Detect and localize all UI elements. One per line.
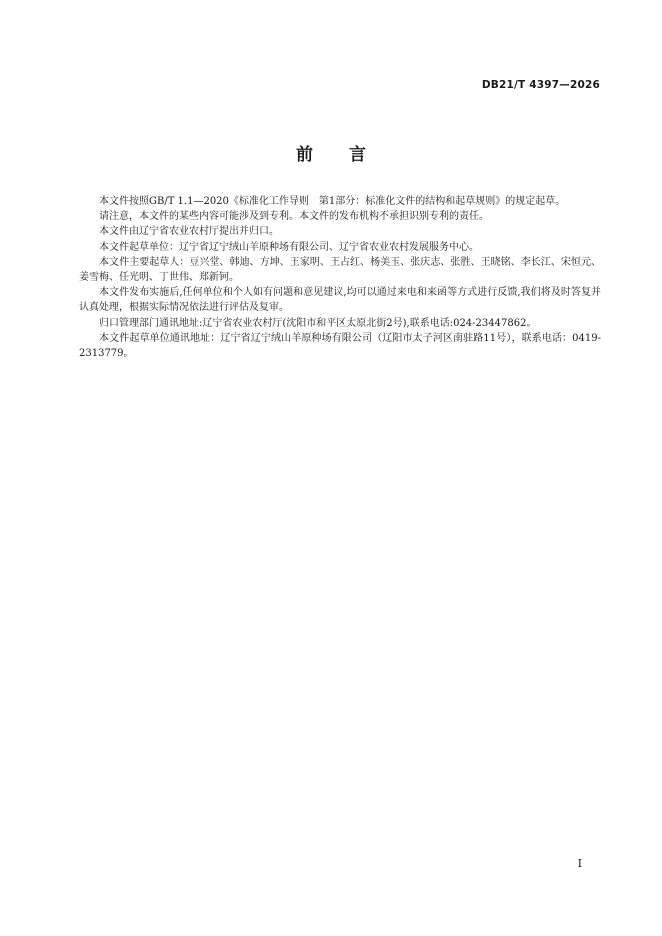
paragraph-drafting-unit-address: 本文件起草单位通讯地址：辽宁省辽宁绒山羊原种场有限公司（辽阳市太子河区南驻路11号），联系电话：0419-2313779。 [79,332,601,360]
paragraph-patent-notice: 请注意，本文件的某些内容可能涉及到专利。本文件的发布机构不承担识别专利的责任。 [99,211,489,223]
paragraph-drafting-units: 本文件起草单位：辽宁省辽宁绒山羊原种场有限公司、辽宁省农业农村发展服务中心。 [99,241,479,253]
foreword-body [79,194,601,361]
page-title: 前言 [296,145,402,165]
page-number: I [577,857,582,870]
paragraph-drafters: 本文件主要起草人：豆兴堂、韩迪、方坤、王家明、王占红、杨美玉、张庆志、张胜、王晓铭、李长江、宋恒元、姜雪梅、任光明、丁世伟、郑新钶。 [79,256,601,284]
paragraph-feedback: 本文件发布实施后,任何单位和个人如有问题和意见建议,均可以通过来电和来函等方式进行反馈,我们将及时答复并认真处理，根据实际情况依法进行评估及复审。 [79,287,601,314]
standard-code: DB21/T 4397—2026 [481,79,600,91]
paragraph-proposer: 本文件由辽宁省农业农村厅提出并归口。 [99,226,279,238]
paragraph-drafting-basis: 本文件按照GB/T 1.1—2020《标准化工作导则 第1部分：标准化文件的结构和起草规则》的规定起草。 [99,196,566,207]
paragraph-admin-address: 归口管理部门通讯地址:辽宁省农业农村厅(沈阳市和平区太原北街2号),联系电话:024-23447862。 [99,317,537,329]
